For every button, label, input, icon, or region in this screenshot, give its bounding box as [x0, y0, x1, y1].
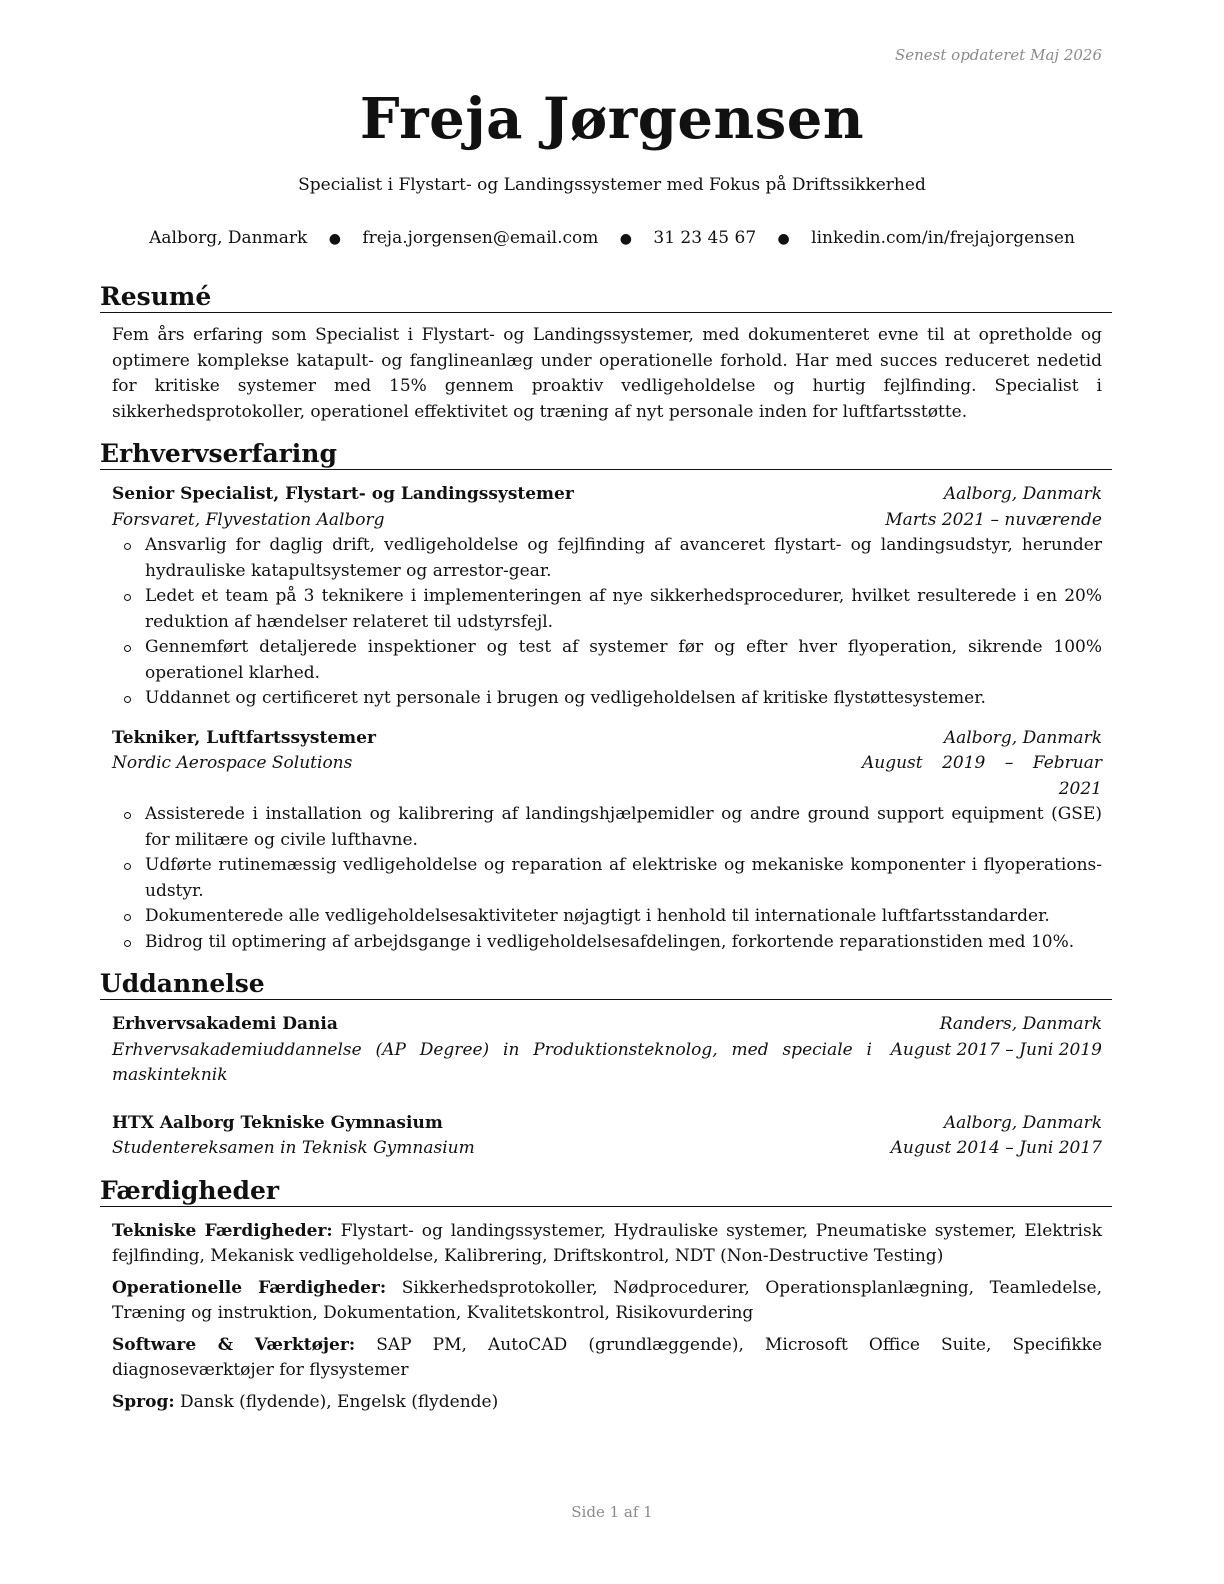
summary-text: Fem års erfaring som Specialist i Flystart- og Landingssystemer, med dokumenteret evne til at opretholde og optimere komplekse katapult- og fanglineanlæg under operationelle forhold. Har med succes reduceret nedetid for kritiske systemer med 15% gennem proaktiv vedligeholdelse og hurtig fejlfinding. Specialist i sikkerhedsprotokoller, operationel effektivitet og træning af nyt personale inden for luftfartsstøtte.	[112, 325, 1102, 422]
job-entry	[112, 726, 1102, 956]
skill-group-value: Sikkerhedsprotokoller, Nødprocedurer, Operationsplanlægning, Teamledelse, Træning og instruktion, Dokumentation, Kvalitetskontrol, Risikovurdering	[112, 1277, 1103, 1323]
degree-name: Studentereksamen in Teknisk Gymnasium	[112, 1138, 475, 1158]
section-title-experience: Erhvervserfaring	[100, 439, 1112, 470]
job-role: Senior Specialist, Flystart- og Landingssystemer	[112, 484, 574, 504]
list-item: Assisterede i installation og kalibrering af landingshjælpemidler og andre ground support equipment (GSE) for militære og civile lufthavne.	[112, 802, 1102, 853]
summary-section	[100, 282, 1112, 425]
bullet-separator-icon: ●	[328, 231, 341, 247]
school-location: Aalborg, Danmark	[943, 1112, 1102, 1133]
job-dates: Marts 2021 – nuværende	[885, 509, 1102, 530]
page-number: Side 1 af 1	[571, 1503, 653, 1521]
list-item: Bidrog til optimering af arbejdsgange i vedligeholdelsesafdelingen, forkortende reparationstiden med 10%.	[112, 930, 1102, 956]
skill-group-value: Flystart- og landingssystemer, Hydrauliske systemer, Pneumatiske systemer, Elektrisk fejlfinding, Mekanisk vedligeholdelse, Kalibrering, Driftskontrol, NDT (Non-Destructive Testing)	[112, 1220, 1102, 1266]
education-dates: August 2014 – Juni 2017	[890, 1138, 1102, 1158]
job-entry	[112, 482, 1102, 712]
job-employer: Nordic Aerospace Solutions	[112, 753, 353, 773]
list-item: Udførte rutinemæssig vedligeholdelse og reparation af elektriske og mekaniske komponenter i flyoperations-udstyr.	[112, 853, 1102, 904]
contact-location: Aalborg, Danmark	[149, 228, 308, 248]
resume-content	[100, 282, 1112, 1421]
contact-linkedin[interactable]: linkedin.com/in/frejajorgensen	[811, 228, 1075, 248]
bullet-separator-icon: ●	[619, 231, 632, 247]
list-item: Gennemført detaljerede inspektioner og test af systemer før og efter hver flyoperation, sikrende 100% operationel klarhed.	[112, 635, 1102, 686]
experience-section	[100, 439, 1112, 955]
job-role: Tekniker, Luftfartssystemer	[112, 727, 376, 748]
skill-group-value: Dansk (flydende), Engelsk (flydende)	[180, 1391, 499, 1412]
last-updated-note: Senest opdateret Maj 2026	[894, 46, 1102, 64]
list-item: Dokumenterede alle vedligeholdelsesaktiviteter nøjagtigt i henhold til internationale luftfartsstandarder.	[112, 904, 1102, 930]
list-item: Uddannet og certificeret nyt personale i brugen og vedligeholdelsen af kritiske flystøttesystemer.	[112, 686, 1102, 712]
school-location: Randers, Danmark	[939, 1014, 1102, 1034]
job-dates: August 2019 – Februar 2021	[862, 753, 1102, 799]
skill-group-label: Operationelle Færdigheder:	[112, 1277, 387, 1298]
skill-group-label: Sprog:	[112, 1391, 175, 1412]
professional-title: Specialist i Flystart- og Landingssystemer med Fokus på Driftssikkerhed	[298, 175, 926, 195]
list-item: Ansvarlig for daglig drift, vedligeholdelse og fejlfinding af avanceret flystart- og landingsudstyr, herunder hydrauliske katapultsystemer og arrestor-gear.	[112, 533, 1102, 584]
skill-group-label: Software & Værktøjer:	[112, 1334, 356, 1355]
skill-group	[112, 1219, 1102, 1270]
bullet-separator-icon: ●	[777, 231, 790, 247]
education-section	[100, 969, 1112, 1162]
job-location: Aalborg, Danmark	[943, 727, 1102, 748]
education-entry	[112, 1012, 1102, 1089]
contact-email[interactable]: freja.jorgensen@email.com	[362, 228, 599, 248]
job-bullets	[112, 533, 1102, 712]
education-dates: August 2017 – Juni 2019	[890, 1039, 1102, 1060]
skill-group-value: SAP PM, AutoCAD (grundlæggende), Microsoft Office Suite, Specifikke diagnoseværktøjer for flysystemer	[112, 1334, 1103, 1380]
education-entry	[112, 1111, 1102, 1162]
section-title-education: Uddannelse	[100, 969, 1112, 1000]
skill-group-label: Tekniske Færdigheder:	[112, 1220, 333, 1241]
contact-phone[interactable]: 31 23 45 67	[653, 228, 757, 248]
section-title-skills: Færdigheder	[100, 1176, 1112, 1207]
school-name: HTX Aalborg Tekniske Gymnasium	[112, 1112, 443, 1133]
skill-group	[112, 1390, 1102, 1416]
contact-line	[0, 228, 1224, 248]
skills-section	[100, 1176, 1112, 1416]
school-name: Erhvervsakademi Dania	[112, 1014, 338, 1034]
candidate-name: Freja Jørgensen	[359, 86, 865, 152]
job-bullets	[112, 802, 1102, 955]
degree-name: Erhvervsakademiuddannelse (AP Degree) in Produktionsteknolog, med speciale i maskinteknik	[112, 1039, 872, 1085]
list-item: Ledet et team på 3 teknikere i implementeringen af nye sikkerhedsprocedurer, hvilket resulterede i en 20% reduktion af hændelser relateret til udstyrsfejl.	[112, 584, 1102, 635]
skill-group	[112, 1333, 1102, 1384]
skill-group	[112, 1276, 1102, 1327]
section-title-summary: Resumé	[100, 282, 1112, 313]
job-employer: Forsvaret, Flyvestation Aalborg	[112, 509, 385, 530]
job-location: Aalborg, Danmark	[943, 484, 1102, 504]
